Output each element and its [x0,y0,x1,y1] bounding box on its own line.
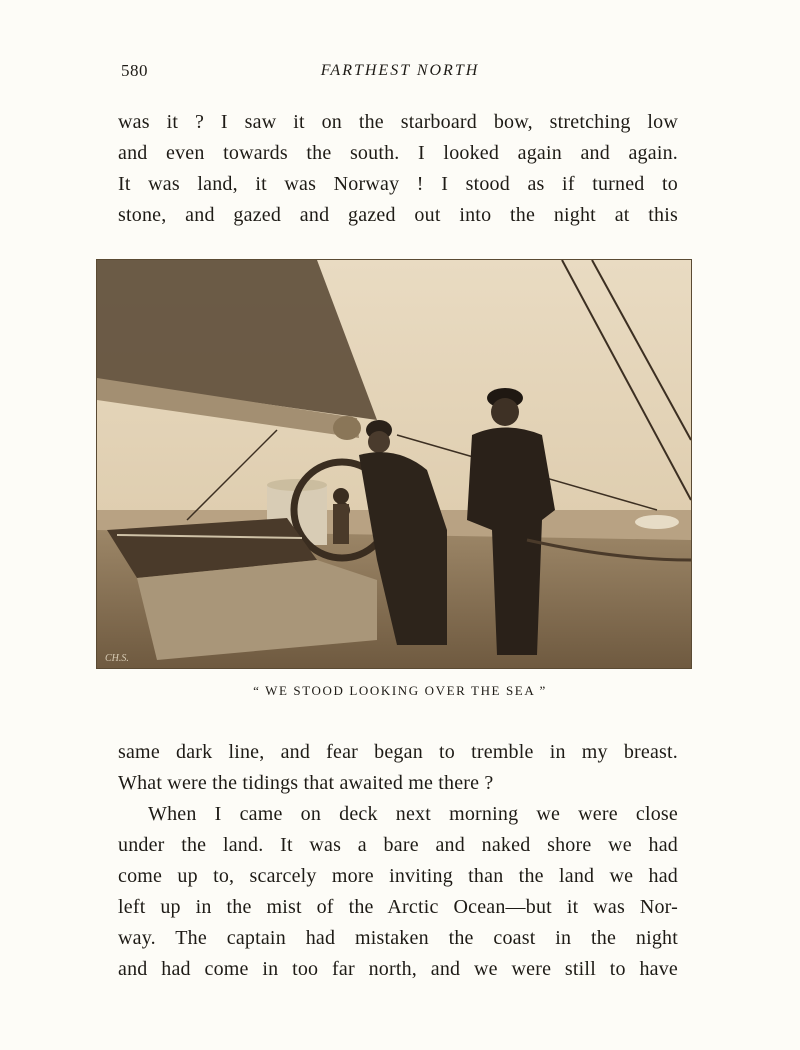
text-line: When I came on deck next morning we were close [148,803,678,825]
text-line: left up in the mist of the Arctic Ocean—but it was Nor- [118,896,678,918]
figure-photograph [96,259,692,669]
top-paragraph [118,107,678,231]
photograph-ship-deck-icon [97,260,691,668]
text-line: stone, and gazed and gazed out into the night at this [118,204,678,226]
text-line: come up to, scarcely more inviting than the land we had [118,865,678,887]
text-line: same dark line, and fear began to tremble in my breast. [118,741,678,763]
page-number: 580 [121,61,148,80]
running-head: FARTHEST NORTH [320,62,480,79]
figure-caption: “ WE STOOD LOOKING OVER THE SEA ” [253,683,547,698]
illustrator-signature: CH.S. [105,653,129,664]
text-line: under the land. It was a bare and naked shore we had [118,834,678,856]
bottom-text [118,737,678,985]
text-line: It was land, it was Norway ! I stood as if turned to [118,173,678,195]
text-line: way. The captain had mistaken the coast in the night [118,927,678,949]
text-line: was it ? I saw it on the starboard bow, stretching low [118,111,678,133]
text-line: and even towards the south. I looked again and again. [118,142,678,164]
text-line: What were the tidings that awaited me there ? [118,772,494,794]
text-line: and had come in too far north, and we were still to have [118,958,678,980]
